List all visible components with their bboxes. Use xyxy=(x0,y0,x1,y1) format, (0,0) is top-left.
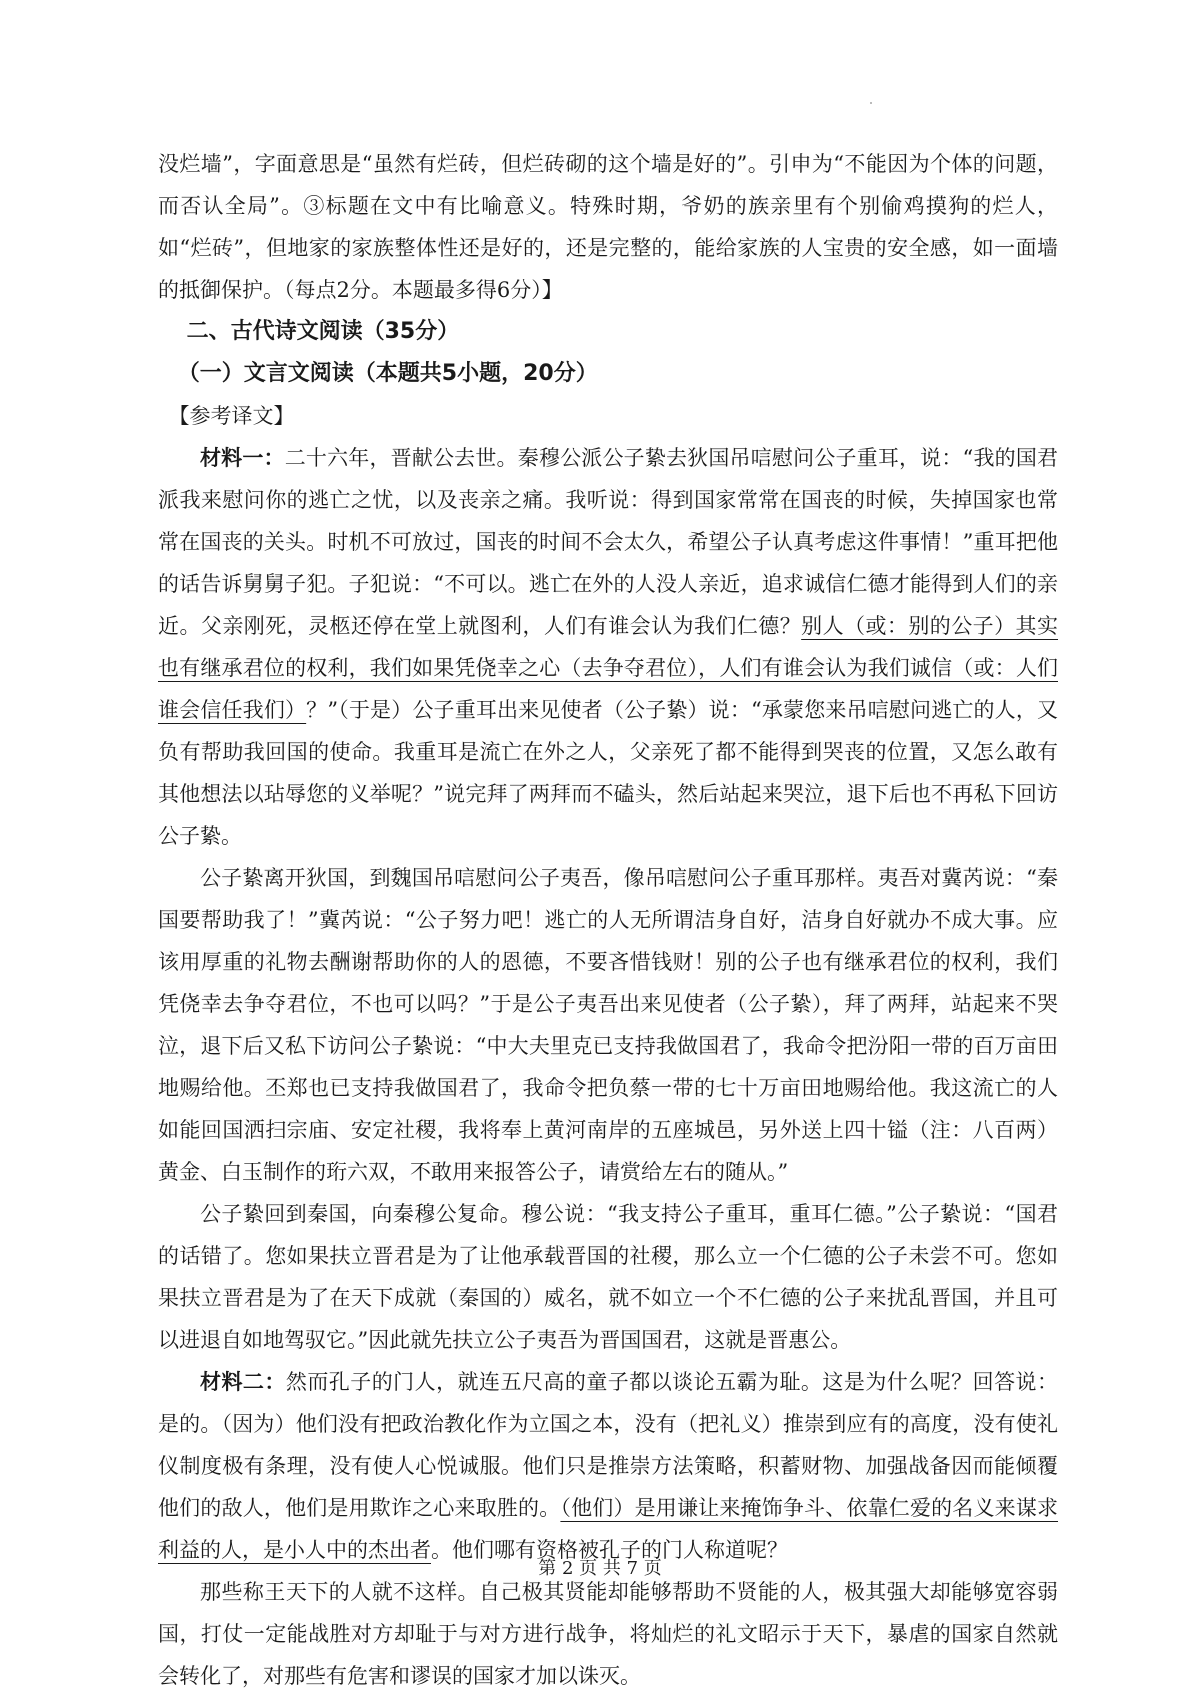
scan-speck xyxy=(870,102,872,104)
material1-paragraph-1 xyxy=(158,437,1058,857)
material1-paragraph-3: 公子絷回到秦国，向秦穆公复命。穆公说：“我支持公子重耳，重耳仁德。”公子絷说：“国君的话错了。您如果扶立晋君是为了让他承载晋国的社稷，那么立一个仁德的公子未尝不可。您如果扶立晋君是为了在天下成就（秦国的）威名，就不如立一个不仁德的公子来扰乱晋国，并且可以进退自如地驾驭它。”因此就先扶立公子夷吾为晋国国君，这就是晋惠公。 xyxy=(158,1202,1058,1352)
section-subtitle: （一）文言文阅读（本题共5小题，20分） xyxy=(177,361,598,386)
material1-text-a: 二十六年，晋献公去世。秦穆公派公子絷去狄国吊唁慰问公子重耳，说：“我的国君派我来慰问你的逃亡之忧，以及丧亲之痛。我听说：得到国家常常在国丧的时候，失掉国家也常常在国丧的关头。时机不可放过，国丧的时间不会太久，希望公子认真考虑这件事情！”重耳把他的话告诉舅舅子犯。子犯说：“不可以。逃亡在外的人没人亲近，追求诚信仁德才能得到人们的亲近。父亲刚死，灵柩还停在堂上就图利，人们有谁会认为我们仁德？ xyxy=(158,446,1059,638)
material2-underlined-text: （他们）是用谦让来掩饰争斗、依靠仁爱的名义来谋求利益的人，是小人中的杰出者 xyxy=(158,1496,1059,1562)
material1-label: 材料一： xyxy=(200,445,285,470)
page-number: 第 2 页 共 7 页 xyxy=(538,1558,662,1579)
material1-underlined-text: 别人（或：别的公子）其实也有继承君位的权利，我们如果凭侥幸之心（去争夺君位），人们有谁会认为我们诚信（或：人们谁会信任我们） xyxy=(158,614,1059,722)
material2-paragraph-2: 那些称王天下的人就不这样。自己极其贤能却能够帮助不贤能的人，极其强大却能够宽容弱国，打仗一定能战胜对方却耻于与对方进行战争，将灿烂的礼文昭示于天下，暴虐的国家自然就会转化了，对那些有危害和谬误的国家才加以诛灭。 xyxy=(158,1580,1058,1688)
material1-text-b: ？”（于是）公子重耳出来见使者（公子絷）说：“承蒙您来吊唁慰问逃亡的人，又负有帮助我回国的使命。我重耳是流亡在外之人，父亲死了都不能得到哭丧的位置，又怎么敢有其他想法以玷辱您的义举呢？”说完拜了两拜而不磕头，然后站起来哭泣，退下后也不再私下回访公子絷。 xyxy=(158,698,1059,848)
answer-continuation: 没烂墙”，字面意思是“虽然有烂砖，但烂砖砌的这个墙是好的”。引申为“不能因为个体的问题，而否认全局”。③标题在文中有比喻意义。特殊时期，爷奶的族亲里有个别偷鸡摸狗的烂人，如“烂砖”，但地家的家族整体性还是好的，还是完整的，能给家族的人宝贵的安全感，如一面墙的抵御保护。（每点2分。本题最多得6分）】 xyxy=(158,152,1058,302)
material2-text-a: 然而孔子的门人，就连五尺高的童子都以谈论五霸为耻。这是为什么呢？回答说：是的。（因为）他们没有把政治教化作为立国之本，没有（把礼义）推崇到应有的高度，没有使礼仪制度极有条理，没有使人心悦诚服。他们只是推崇方法策略，积蓄财物、加强战备因而能倾覆他们的敌人，他们是用欺诈之心来取胜的。 xyxy=(158,1370,1059,1520)
reference-translation-label: 【参考译文】 xyxy=(168,404,295,428)
material1-paragraph-2: 公子絷离开狄国，到魏国吊唁慰问公子夷吾，像吊唁慰问公子重耳那样。夷吾对冀芮说：“秦国要帮助我了！”冀芮说：“公子努力吧！逃亡的人无所谓洁身自好，洁身自好就办不成大事。应该用厚重的礼物去酬谢帮助你的人的恩德，不要吝惜钱财！别的公子也有继承君位的权利，我们凭侥幸去争夺君位，不也可以吗？”于是公子夷吾出来见使者（公子絷），拜了两拜，站起来不哭泣，退下后又私下访问公子絷说：“中大夫里克已支持我做国君了，我命令把汾阳一带的百万亩田地赐给他。丕郑也已支持我做国君了，我命令把负蔡一带的七十万亩田地赐给他。我这流亡的人如能回国洒扫宗庙、安定社稷，我将奉上黄河南岸的五座城邑，另外送上四十镒（注：八百两）黄金、白玉制作的珩六双，不敢用来报答公子，请赏给左右的随从。” xyxy=(158,866,1058,1184)
section-title: 二、古代诗文阅读（35分） xyxy=(186,319,460,344)
material2-text-b: 。他们哪有资格被孔子的门人称道呢？ xyxy=(431,1538,788,1562)
material2-paragraph-1 xyxy=(158,1361,1058,1571)
material2-label: 材料二： xyxy=(200,1369,286,1394)
page-content xyxy=(158,143,1058,1697)
